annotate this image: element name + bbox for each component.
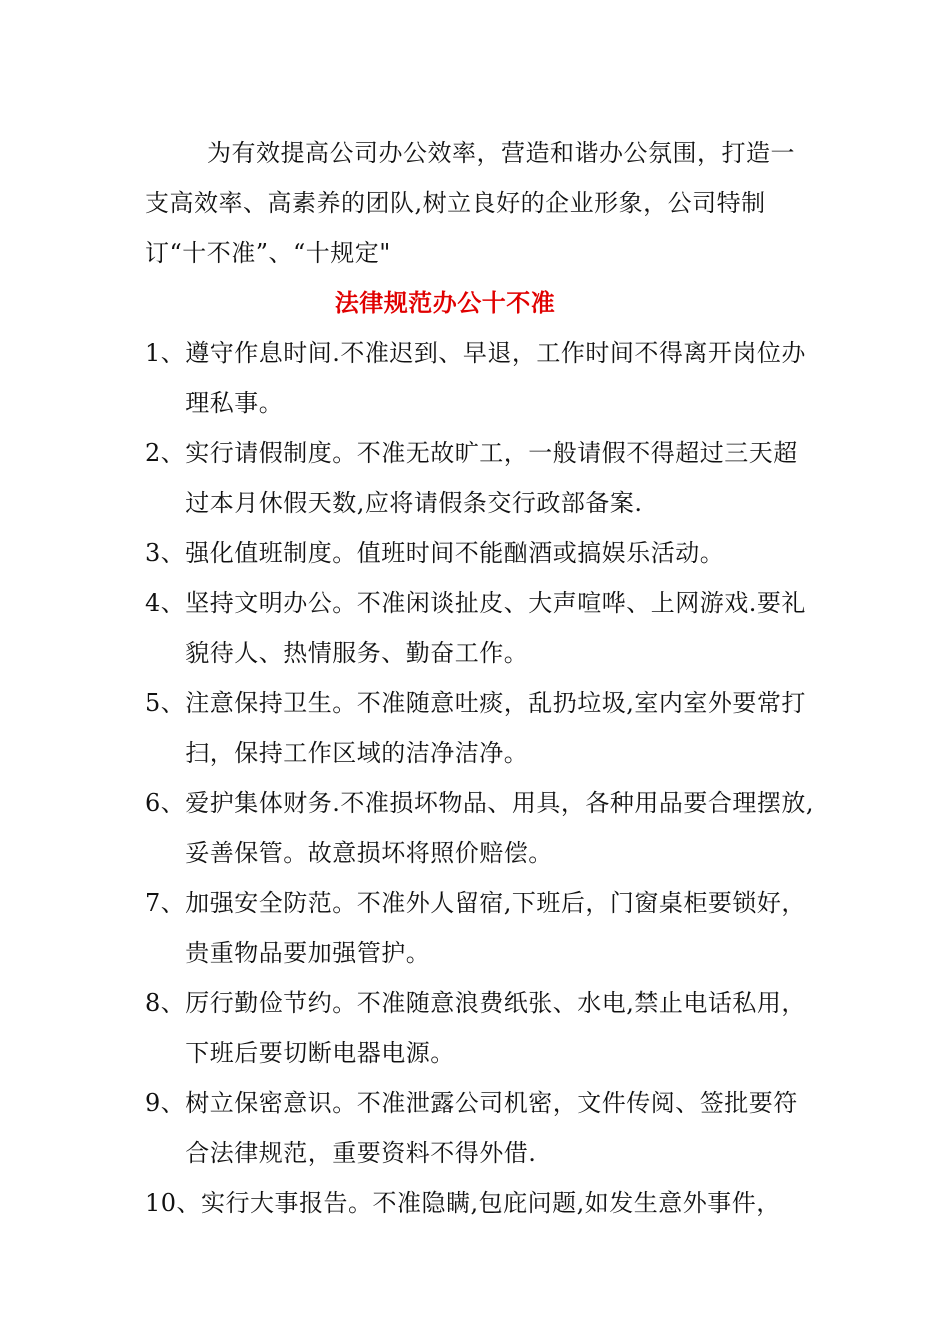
rule-text: 遵守作息时间.不准迟到、早退，工作时间不得离开岗位办理私事。 (185, 339, 806, 417)
rule-text: 强化值班制度。值班时间不能酗酒或搞娱乐活动。 (185, 539, 725, 567)
intro-paragraph: 为有效提高公司办公效率，营造和谐办公氛围，打造一支高效率、高素养的团队,树立良好的企业形象，公司特制订“十不准”、“十规定" (145, 139, 795, 267)
document-body (145, 128, 817, 1228)
rule-item (145, 328, 817, 428)
rule-text: 爱护集体财务.不准损坏物品、用具，各种用品要合理摆放,妥善保管。故意损坏将照价赔偿。 (185, 789, 815, 867)
rule-item (145, 878, 817, 978)
rule-number: 3、 (145, 539, 186, 567)
rule-item (145, 1178, 817, 1228)
rule-number: 4、 (145, 589, 186, 617)
rule-item (145, 1078, 817, 1178)
rule-item (145, 778, 817, 878)
rule-number: 7、 (145, 889, 186, 917)
rule-text: 坚持文明办公。不准闲谈扯皮、大声喧哗、上网游戏.要礼貌待人、热情服务、勤奋工作。 (185, 589, 806, 667)
rule-item (145, 678, 817, 778)
rule-number: 2、 (145, 439, 186, 467)
section-title: 法律规范办公十不准 (334, 288, 556, 317)
rule-item (145, 528, 817, 578)
rule-item (145, 428, 817, 528)
rule-number: 10、 (145, 1189, 202, 1217)
rule-number: 1、 (145, 339, 186, 367)
rule-text: 注意保持卫生。不准随意吐痰，乱扔垃圾,室内室外要常打扫，保持工作区域的洁净洁净。 (185, 689, 806, 767)
rule-text: 厉行勤俭节约。不准随意浪费纸张、水电,禁止电话私用，下班后要切断电器电源。 (185, 989, 806, 1067)
rule-item (145, 578, 817, 678)
rule-item (145, 978, 817, 1078)
rule-text: 加强安全防范。不准外人留宿,下班后，门窗桌柜要锁好，贵重物品要加强管护。 (185, 889, 806, 967)
rule-text: 实行大事报告。不准隐瞒,包庇问题,如发生意外事件， (201, 1189, 781, 1217)
rule-number: 8、 (145, 989, 186, 1017)
rules-list (145, 328, 817, 1228)
rule-number: 9、 (145, 1089, 186, 1117)
rule-number: 5、 (145, 689, 186, 717)
rule-text: 实行请假制度。不准无故旷工，一般请假不得超过三天超过本月休假天数,应将请假条交行政部备案. (185, 439, 798, 517)
rule-text: 树立保密意识。不准泄露公司机密，文件传阅、签批要符合法律规范，重要资料不得外借. (185, 1089, 798, 1167)
rule-number: 6、 (145, 789, 186, 817)
